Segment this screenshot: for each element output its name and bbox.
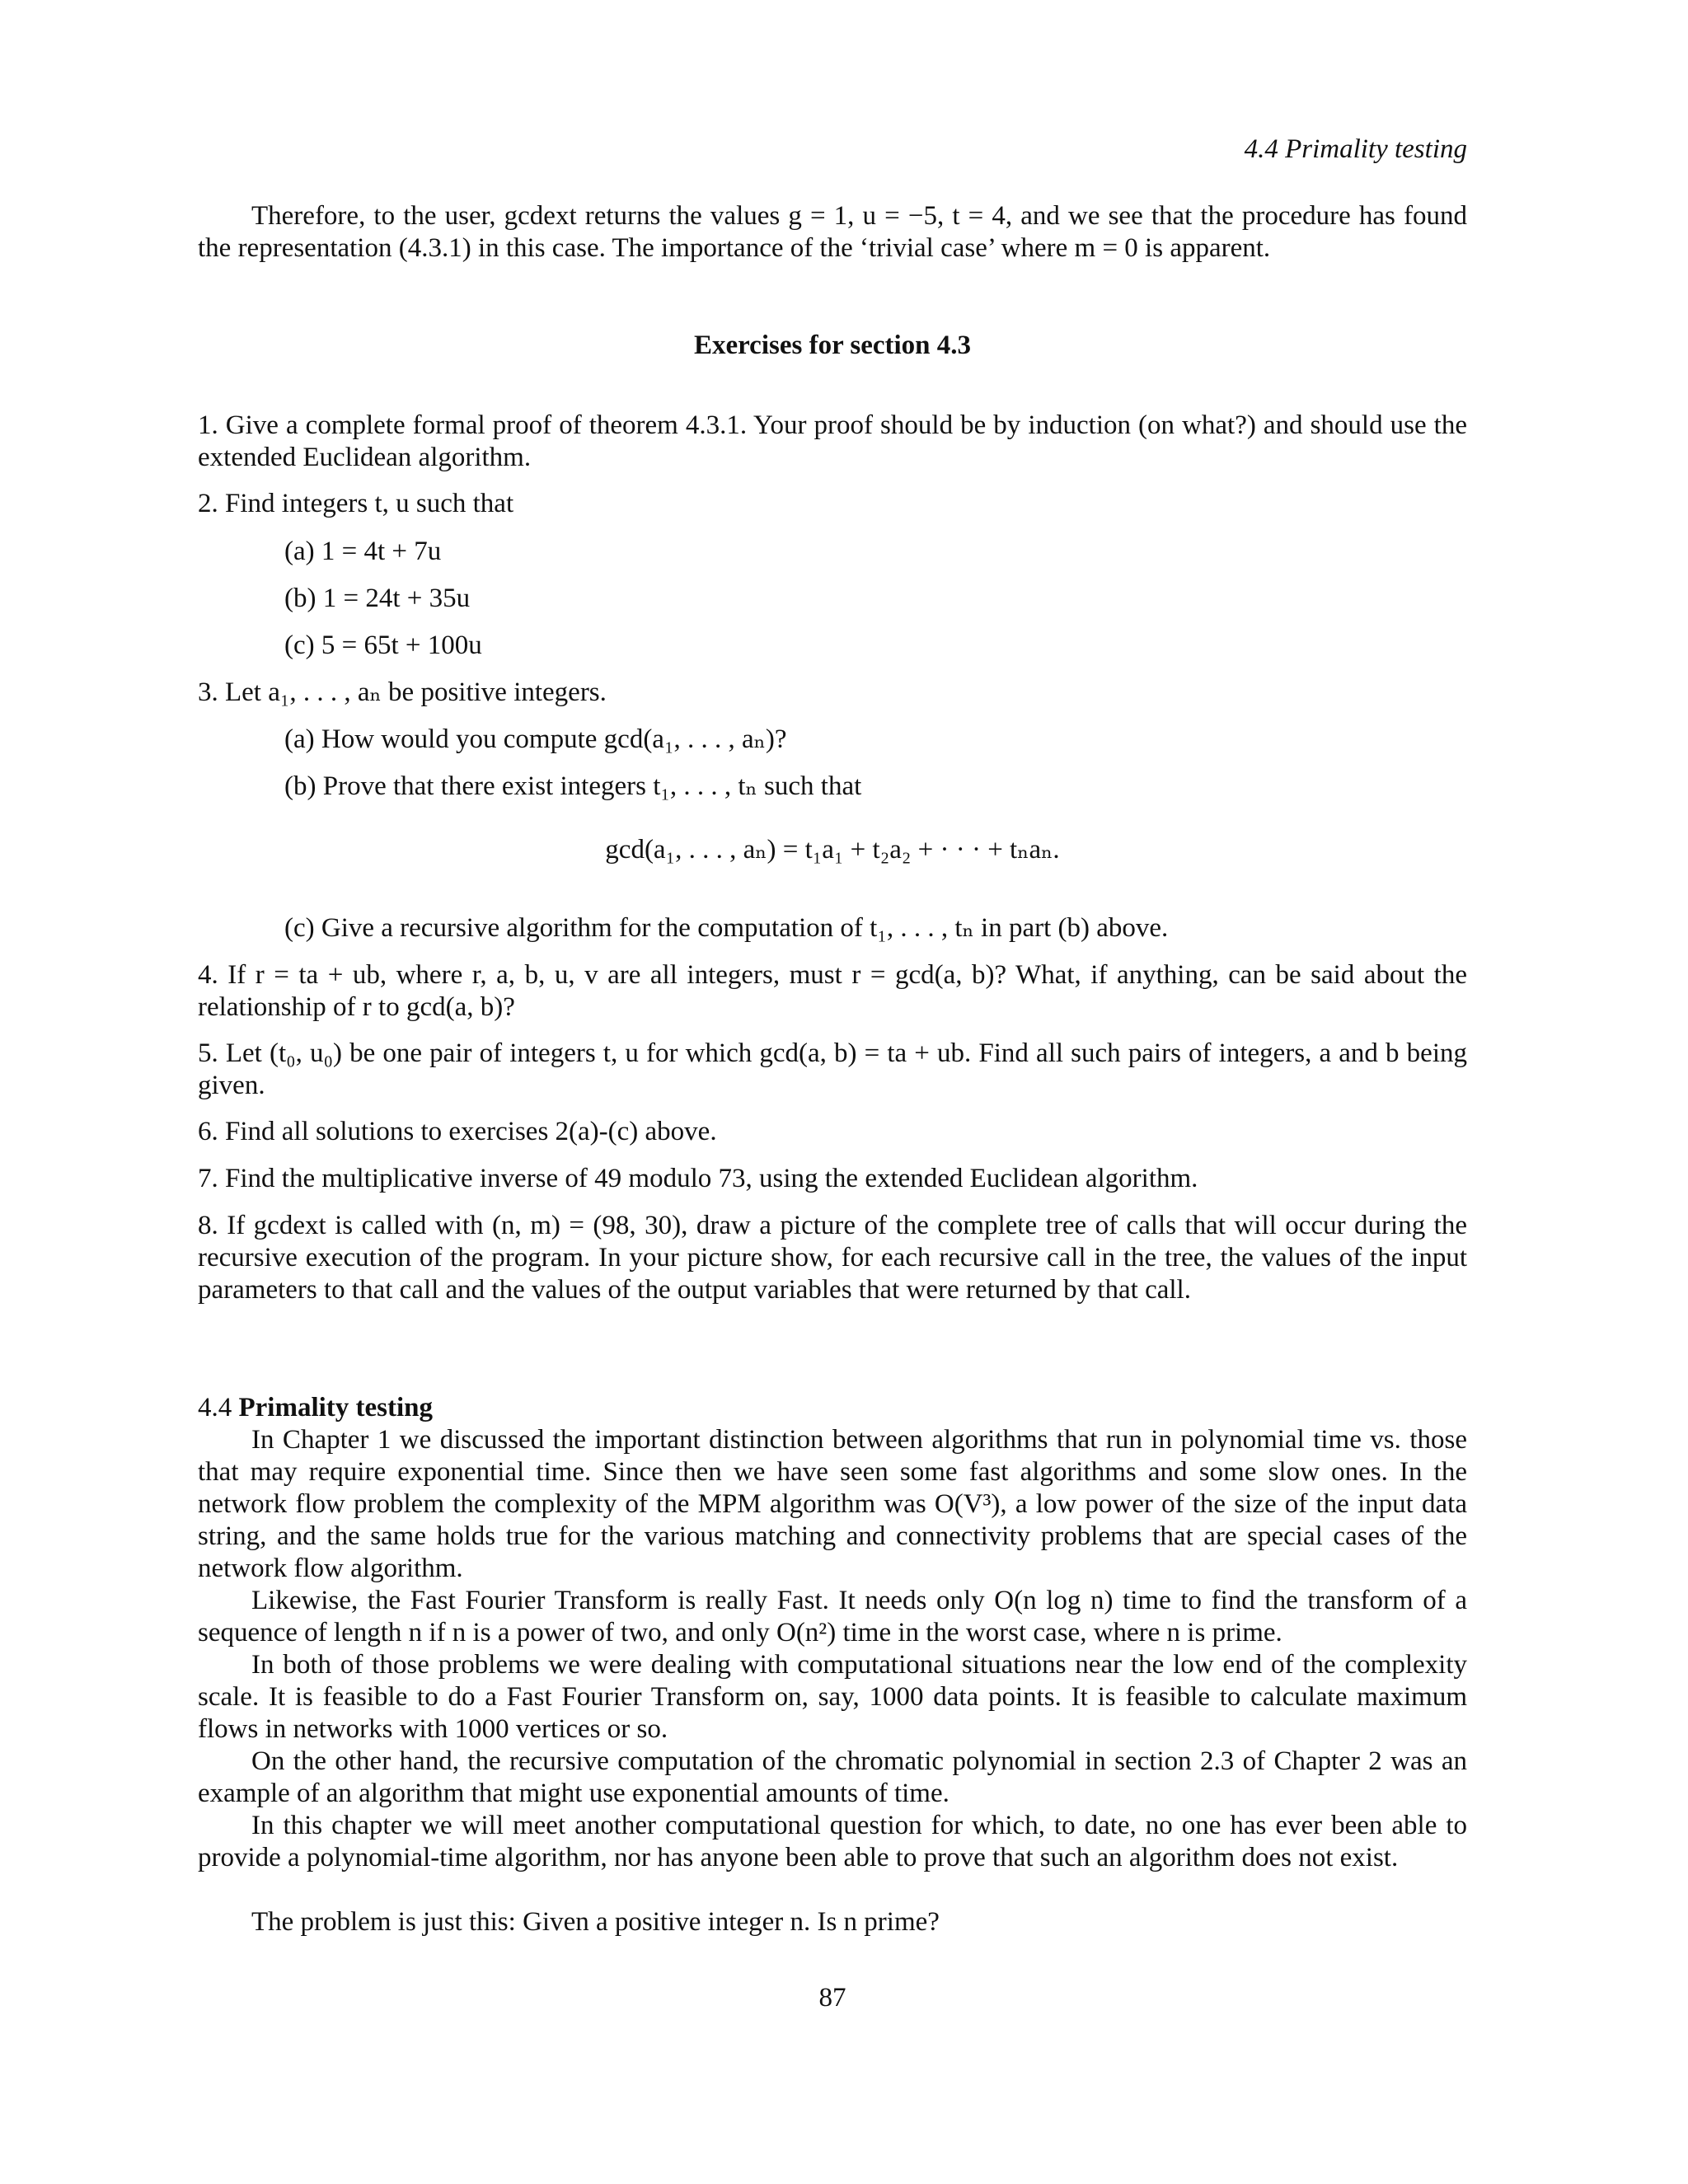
exercise-3: 3. Let a₁, . . . , aₙ be positive integers. [198,677,607,707]
exercise-4: 4. If r = ta + ub, where r, a, b, u, v are all integers, must r = gcd(a, b)? What, if anything, can be said about the relationship of r to gcd(a, b)? [198,960,1467,1022]
exercise-3b: (b) Prove that there exist integers t₁, . . . , tₙ such that [284,771,862,801]
section-heading [198,1392,433,1424]
exercise-7: 7. Find the multiplicative inverse of 49 modulo 73, using the extended Euclidean algorithm. [198,1164,1198,1193]
exercise-2c: (c) 5 = 65t + 100u [284,630,482,660]
exercise-2b: (b) 1 = 24t + 35u [284,583,471,613]
section-number: 4.4 [198,1393,232,1422]
section-paragraph-6: The problem is just this: Given a positive integer n. Is n prime? [251,1907,940,1937]
exercise-8: 8. If gcdext is called with (n, m) = (98, 30), draw a picture of the complete tree of calls that will occur during the recursive execution of the program. In your picture show, for each recursive call in the tree, the values of the input parameters to that call and the values of the output variables that were returned by that call. [198,1211,1467,1305]
section-paragraph-3: In both of those problems we were dealing with computational situations near the low end of the complexity scale. It is feasible to do a Fast Fourier Transform on, say, 1000 data points. It is feasible to calculate maximum flows in networks with 1000 vertices or so. [198,1650,1467,1744]
exercise-3a: (a) How would you compute gcd(a₁, . . . , aₙ)? [284,724,787,754]
exercise-6: 6. Find all solutions to exercises 2(a)-(c) above. [198,1117,717,1146]
exercise-2a: (a) 1 = 4t + 7u [284,537,442,566]
exercise-3-display-equation: gcd(a₁, . . . , aₙ) = t₁a₁ + t₂a₂ + · · · + tₙaₙ. [605,835,1060,865]
exercise-5: 5. Let (t₀, u₀) be one pair of integers t, u for which gcd(a, b) = ta + ub. Find all such pairs of integers, a and b being given. [198,1038,1467,1100]
exercise-2: 2. Find integers t, u such that [198,489,514,518]
exercise-1: 1. Give a complete formal proof of theorem 4.3.1. Your proof should be by induction (on what?) and should use the extended Euclidean algorithm. [198,410,1467,472]
section-paragraph-5: In this chapter we will meet another computational question for which, to date, no one has ever been able to provide a polynomial-time algorithm, nor has anyone been able to prove that such an algorithm does not exist. [198,1811,1467,1872]
exercises-heading: Exercises for section 4.3 [693,330,972,360]
intro-paragraph [198,200,1467,265]
section-paragraph-2: Likewise, the Fast Fourier Transform is really Fast. It needs only O(n log n) time to find the transform of a sequence of length n if n is a power of two, and only O(n²) time in the worst case, where n is prime. [198,1586,1467,1647]
running-head: 4.4 Primality testing [1244,134,1467,164]
section-paragraph-4: On the other hand, the recursive computation of the chromatic polynomial in section 2.3 of Chapter 2 was an example of an algorithm that might use exponential amounts of time. [198,1746,1467,1808]
section-title: Primality testing [238,1393,434,1422]
intro-line-1: Therefore, to the user, gcdext returns the values g = 1, u = −5, t = 4, and we see that the procedure has [251,201,1395,231]
section-paragraph-1: In Chapter 1 we discussed the important distinction between algorithms that run in polynomial time vs. those that may require exponential time. Since then we have seen some fast algorithms and some slow ones. In the network flow problem the complexity of the MPM algorithm was O(V³), a low power of the size of the input data string, and the same holds true for the various matching and connectivity problems that are special cases of the network flow algorithm. [198,1425,1467,1583]
exercise-3c: (c) Give a recursive algorithm for the computation of t₁, . . . , tₙ in part (b) above. [284,913,1169,943]
intro-line-2: found the representation (4.3.1) in this case. The importance of the ‘trivial case’ where m = 0 is apparent. [198,201,1468,263]
page-number: 87 [818,1983,846,2013]
book-page [198,0,1500,2184]
